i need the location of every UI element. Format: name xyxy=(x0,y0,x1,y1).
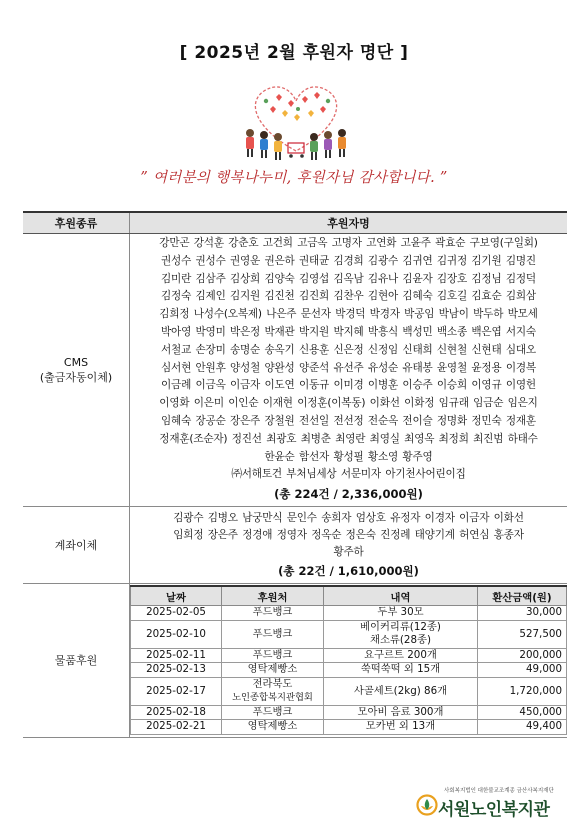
cms-donor-name: 김정덕 xyxy=(505,272,536,285)
cms-name-row xyxy=(130,271,567,289)
cms-donor-name: 김장호 xyxy=(436,272,467,285)
cms-donor-name: 권성수 xyxy=(161,254,192,267)
cms-donor-name: ㈜서해토건 xyxy=(231,468,282,481)
cms-donor-name: 이동규 xyxy=(298,379,330,392)
logo-name: 서원노인복지관 xyxy=(438,800,550,820)
cms-donor-name: 백성민 xyxy=(402,325,433,338)
cms-donor-name: 정민숙 xyxy=(471,414,502,427)
goods-header-donor: 후원처 xyxy=(222,586,324,606)
cms-donor-name: 신정임 xyxy=(367,343,399,356)
goods-item: 모카번 외 13개 xyxy=(324,720,478,735)
cms-donor-name: 유성순 xyxy=(367,361,399,374)
goods-header-date: 날짜 xyxy=(131,586,222,606)
goods-date: 2025-02-18 xyxy=(131,705,222,720)
cms-donor-name: 송명순 xyxy=(229,343,261,356)
goods-item: 쑥떡쑥떡 외 15개 xyxy=(324,663,478,678)
cms-donor-name: 권영운 xyxy=(229,254,261,267)
cms-donor-name: 박지원 xyxy=(298,325,330,338)
goods-donor: 영탁제빵소 xyxy=(222,663,324,678)
account-total: (총 22건 / 1,610,000원) xyxy=(278,564,419,579)
cms-donor-name: 고건희 xyxy=(262,237,293,249)
cms-donor-name: 함선자 xyxy=(298,450,330,463)
cms-donor-name: 김윤자 xyxy=(402,272,433,285)
cms-donor-name: 이금자 xyxy=(229,379,261,392)
goods-row xyxy=(131,648,567,663)
cms-donor-name: 김옥남 xyxy=(333,272,364,285)
cms-donor-name: 김희정 xyxy=(159,308,190,321)
cms-donor-name: 이영화 xyxy=(159,397,190,410)
cms-donor-name: 아기천사어린이집 xyxy=(385,468,466,481)
goods-row xyxy=(131,677,567,705)
goods-donor: 영탁제빵소 xyxy=(222,720,324,735)
cms-name-row xyxy=(130,377,567,395)
goods-date: 2025-02-10 xyxy=(131,620,222,648)
cms-donor-name: 장은주 xyxy=(229,414,261,427)
cms-donor-name: 정진선 xyxy=(231,432,262,445)
cms-donor-name: 이미경 xyxy=(333,379,364,392)
cms-name-row xyxy=(130,306,567,324)
cms-donor-name: 이재현 xyxy=(262,397,293,410)
cms-donor-name: 박흥식 xyxy=(367,325,399,338)
thank-you-message: ” 여러분의 행복나누미, 후원자님 감사합니다. ” xyxy=(140,170,448,186)
cms-donor-list xyxy=(130,234,568,507)
goods-rows xyxy=(131,606,567,735)
cms-donor-name: 이승희 xyxy=(436,379,467,392)
goods-header-item: 내역 xyxy=(324,586,478,606)
cms-donor-name: 부처님세상 xyxy=(286,468,337,481)
goods-date: 2025-02-17 xyxy=(131,677,222,705)
account-donor-name: 정경애 xyxy=(242,529,273,542)
cms-donor-name: 이승주 xyxy=(402,379,433,392)
goods-amount: 49,000 xyxy=(478,663,567,678)
cms-donor-name: 김귀정 xyxy=(436,254,467,267)
cms-donor-name: 이정훈(이복동) xyxy=(297,397,366,410)
cms-donor-name: 윤영철 xyxy=(436,361,467,374)
cms-donor-name: 박재관 xyxy=(264,325,295,338)
cms-donor-name: 김효순 xyxy=(471,290,502,303)
goods-row xyxy=(131,720,567,735)
cms-donor-name: 김현아 xyxy=(367,290,399,303)
cms-donor-name: 박경덕 xyxy=(335,308,366,321)
goods-donor: 푸드뱅크 xyxy=(222,606,324,621)
cms-donor-name: 김희삼 xyxy=(505,290,536,303)
page-title: [ 2025년 2월 후원자 명단 ] xyxy=(179,43,409,63)
account-donor-name: 정옥순 xyxy=(311,529,342,542)
goods-donation-list xyxy=(130,584,568,738)
cms-name-row xyxy=(130,449,567,467)
cms-donor-name: 이화정 xyxy=(404,397,435,410)
cms-donor-name: 김찬우 xyxy=(333,290,364,303)
cms-donor-name: 서지숙 xyxy=(505,325,536,338)
cms-donor-name: 권성수 xyxy=(195,254,226,267)
cms-donor-name: 이영헌 xyxy=(505,379,536,392)
cms-donor-name: 윤정용 xyxy=(471,361,502,374)
cms-donor-name: 최진범 xyxy=(473,432,504,445)
account-donor-name: 장은주 xyxy=(207,529,238,542)
cms-label-line-1: CMS xyxy=(63,355,89,369)
goods-donor: 푸드뱅크 xyxy=(222,705,324,720)
cms-donor-name: 최영실 xyxy=(369,432,400,445)
cms-donor-name: 이은미 xyxy=(193,397,224,410)
cms-donor-name: 이화선 xyxy=(369,397,400,410)
cms-donor-name: 손장미 xyxy=(195,343,226,356)
account-donor-name: 이경자 xyxy=(424,512,455,525)
account-label: 계좌이체 xyxy=(23,507,130,584)
cms-donor-name: 전선정 xyxy=(333,414,364,427)
cms-donor-name: 김미란 xyxy=(161,272,192,285)
cms-name-row xyxy=(130,324,567,342)
goods-item: 사골세트(2kg) 86개 xyxy=(324,677,478,705)
goods-donor: 푸드뱅크 xyxy=(222,620,324,648)
account-donor-name: 허연심 xyxy=(459,529,490,542)
goods-row xyxy=(131,620,567,648)
cms-donor-name: 김경희 xyxy=(333,254,364,267)
cms-donor-name: 심서현 xyxy=(161,361,192,374)
cms-donor-name: 김명진 xyxy=(505,254,536,267)
cms-donor-name: 한윤순 xyxy=(264,450,295,463)
account-donor-name: 황주하 xyxy=(333,546,364,559)
cms-donor-name: 박은정 xyxy=(229,325,261,338)
cms-donor-name: 안원후 xyxy=(195,361,226,374)
account-donor-name: 태양기계 xyxy=(414,529,455,542)
cms-donor-name: 임규래 xyxy=(438,397,469,410)
cms-donor-name: 정재훈 xyxy=(505,414,536,427)
cms-name-row xyxy=(130,466,567,484)
cms-donor-name: 김지원 xyxy=(229,290,261,303)
cms-donor-name: 송옥기 xyxy=(264,343,295,356)
goods-date: 2025-02-05 xyxy=(131,606,222,621)
cms-donor-name: 권은하 xyxy=(264,254,295,267)
cms-donor-name: 고명자 xyxy=(331,237,362,249)
cms-donor-name: 황소영 xyxy=(367,450,399,463)
cms-donor-name: 김양숙 xyxy=(264,272,295,285)
cms-label-line-2: (출금자동이체) xyxy=(39,370,113,384)
cms-donor-name: 고금옥 xyxy=(297,237,328,249)
cms-donor-name: 김제인 xyxy=(195,290,226,303)
account-donor-name: 송희자 xyxy=(321,512,352,525)
cms-donor-name: 양완성 xyxy=(264,361,295,374)
cms-donor-name: 신은정 xyxy=(333,343,364,356)
goods-item: 두부 30모 xyxy=(324,606,478,621)
cms-donor-name: 유선주 xyxy=(333,361,364,374)
goods-row xyxy=(131,606,567,621)
goods-date: 2025-02-11 xyxy=(131,648,222,663)
account-name-row xyxy=(130,527,567,544)
goods-row xyxy=(131,705,567,720)
cms-donor-name: 최병춘 xyxy=(300,432,331,445)
goods-amount: 200,000 xyxy=(478,648,567,663)
cms-name-row xyxy=(130,342,567,360)
cms-donor-name: 백은엽 xyxy=(471,325,502,338)
cms-donor-name: 김기원 xyxy=(471,254,502,267)
cms-donor-name: 양준석 xyxy=(298,361,330,374)
goods-amount: 450,000 xyxy=(478,705,567,720)
cms-donor-name: 박경자 xyxy=(369,308,400,321)
logo-foundation-text: 사회복지법인 대한불교조계종 금산사복지재단 xyxy=(444,788,554,794)
cms-section xyxy=(23,234,567,507)
account-donor-name: 엄상호 xyxy=(355,512,386,525)
cms-donor-name: 유태봉 xyxy=(402,361,433,374)
account-donor-name: 유정자 xyxy=(390,512,421,525)
account-donor-name: 남궁만식 xyxy=(242,512,283,525)
cms-name-row xyxy=(130,253,567,271)
cms-donor-name: 최영옥 xyxy=(404,432,435,445)
goods-table xyxy=(130,585,567,735)
goods-item-line: 베이커리류(12종) xyxy=(360,621,441,634)
cms-donor-name: 이영규 xyxy=(471,379,502,392)
cms-donor-name: 김진희 xyxy=(298,290,330,303)
cms-donor-name: 김진천 xyxy=(264,290,295,303)
cms-donor-name: 이도연 xyxy=(264,379,295,392)
goods-donor-line: 노인종합복지관협회 xyxy=(232,692,313,704)
goods-label: 물품후원 xyxy=(23,584,130,738)
goods-amount: 30,000 xyxy=(478,606,567,621)
cms-donor-name: 문선자 xyxy=(300,308,331,321)
cms-name-row xyxy=(130,413,567,431)
goods-row xyxy=(131,663,567,678)
cms-donor-name: 양성철 xyxy=(229,361,261,374)
cms-donor-name: 이병훈 xyxy=(367,379,399,392)
cms-name-row xyxy=(130,288,567,306)
cms-donor-name: 서철교 xyxy=(161,343,192,356)
cms-donor-name: 최정희 xyxy=(438,432,469,445)
account-donor-name: 정은숙 xyxy=(345,529,376,542)
header-donation-type: 후원종류 xyxy=(23,212,130,234)
cms-donor-name: 황주영 xyxy=(402,450,433,463)
cms-donor-name: 박남이 xyxy=(438,308,469,321)
goods-amount: 49,400 xyxy=(478,720,567,735)
cms-donor-name: 박지혜 xyxy=(333,325,364,338)
goods-donor-line: 전라북도 xyxy=(252,678,293,691)
cms-donor-name: 황성필 xyxy=(333,450,364,463)
account-donor-name: 임희정 xyxy=(173,529,204,542)
cms-donor-name: 김삼주 xyxy=(195,272,226,285)
goods-item: 모아비 음료 300개 xyxy=(324,705,478,720)
cms-donor-name: 정재훈(조순자) xyxy=(159,432,228,445)
cms-donor-name: 서문미자 xyxy=(340,468,381,481)
cms-donor-name: 김영섭 xyxy=(298,272,330,285)
account-donor-name: 정영자 xyxy=(276,529,307,542)
account-name-row xyxy=(130,510,567,527)
cms-donor-name: 전선일 xyxy=(298,414,330,427)
goods-date: 2025-02-21 xyxy=(131,720,222,735)
cms-donor-name: 신용훈 xyxy=(298,343,330,356)
donor-table xyxy=(23,211,567,738)
cms-donor-name: 고연화 xyxy=(366,237,397,249)
cms-donor-name: 이경복 xyxy=(505,361,536,374)
account-donor-name: 이화선 xyxy=(493,512,524,525)
cms-donor-name: 임혜숙 xyxy=(161,414,192,427)
cms-donor-name: 권태균 xyxy=(298,254,330,267)
goods-date: 2025-02-13 xyxy=(131,663,222,678)
header-donor-names: 후원자명 xyxy=(130,212,568,234)
cms-donor-name: 김정숙 xyxy=(161,290,192,303)
goods-amount: 1,720,000 xyxy=(478,677,567,705)
cms-donor-name: 신현태 xyxy=(471,343,502,356)
cms-donor-name: 이금옥 xyxy=(195,379,226,392)
goods-section xyxy=(23,584,567,738)
goods-donor xyxy=(222,677,324,705)
cms-donor-name: 박공임 xyxy=(404,308,435,321)
account-donor-name: 진정례 xyxy=(380,529,411,542)
cms-donor-name: 나성수(오복제) xyxy=(193,308,262,321)
cms-name-row xyxy=(130,431,567,449)
cms-donor-name: 백소종 xyxy=(436,325,467,338)
donors-heart-illustration xyxy=(236,73,356,169)
cms-donor-name: 신현철 xyxy=(436,343,467,356)
cms-donor-name: 김유나 xyxy=(367,272,399,285)
account-section xyxy=(23,507,567,584)
account-name-rows xyxy=(130,510,567,561)
cms-donor-name: 고윤주 xyxy=(400,237,431,249)
lotus-icon xyxy=(416,794,438,816)
goods-item xyxy=(324,620,478,648)
cms-donor-name: 박영미 xyxy=(195,325,226,338)
account-donor-name: 김병오 xyxy=(207,512,238,525)
goods-donor: 푸드뱅크 xyxy=(222,648,324,663)
cms-donor-name: 전순옥 xyxy=(367,414,399,427)
cms-donor-name: 강석훈 xyxy=(193,237,224,249)
cms-donor-name: 장철원 xyxy=(264,414,295,427)
goods-amount: 527,500 xyxy=(478,620,567,648)
cms-donor-name: 심대오 xyxy=(505,343,536,356)
account-donor-name: 김광수 xyxy=(173,512,204,525)
cms-donor-name: 박아영 xyxy=(161,325,192,338)
cms-donor-name: 최광호 xyxy=(266,432,297,445)
cms-name-rows xyxy=(130,235,567,484)
cms-donor-name: 김정님 xyxy=(471,272,502,285)
account-donor-list xyxy=(130,507,568,584)
cms-donor-name: 박두하 xyxy=(473,308,504,321)
cms-donor-name: 김귀연 xyxy=(402,254,433,267)
cms-donor-name: 강만곤 xyxy=(159,237,190,249)
cms-name-row xyxy=(130,395,567,413)
cms-donor-name: 나은주 xyxy=(266,308,297,321)
cms-donor-name: 최영란 xyxy=(335,432,366,445)
cms-donor-name: 이금례 xyxy=(161,379,192,392)
cms-donor-name: 김상희 xyxy=(229,272,261,285)
account-donor-name: 문인수 xyxy=(286,512,317,525)
cms-donor-name: 전이슬 xyxy=(402,414,433,427)
cms-donor-name: 하태수 xyxy=(507,432,538,445)
cms-donor-name: 장공순 xyxy=(195,414,226,427)
cms-donor-name: 강춘호 xyxy=(228,237,259,249)
account-donor-name: 홍종자 xyxy=(493,529,524,542)
cms-donor-name: 김호길 xyxy=(436,290,467,303)
cms-donor-name: 이인순 xyxy=(228,397,259,410)
account-name-row xyxy=(130,544,567,561)
cms-donor-name: 정명화 xyxy=(436,414,467,427)
cms-donor-name: 김혜숙 xyxy=(402,290,433,303)
cms-donor-name: 임금순 xyxy=(473,397,504,410)
organization-logo xyxy=(416,786,566,826)
cms-name-row xyxy=(130,235,567,253)
cms-total: (총 224건 / 2,336,000원) xyxy=(274,487,423,502)
goods-header-amount: 환산금액(원) xyxy=(478,586,567,606)
cms-donor-name: 곽효순 xyxy=(435,237,466,249)
goods-item: 요구르트 200개 xyxy=(324,648,478,663)
cms-label xyxy=(23,234,130,507)
cms-donor-name: 신태희 xyxy=(402,343,433,356)
cms-name-row xyxy=(130,360,567,378)
cms-donor-name: 임은지 xyxy=(507,397,538,410)
account-donor-name: 이금자 xyxy=(459,512,490,525)
goods-item-line: 채소류(28종) xyxy=(370,634,431,647)
cms-donor-name: 구보영(구일회) xyxy=(469,237,538,249)
cms-donor-name: 박모세 xyxy=(507,308,538,321)
cms-donor-name: 김광수 xyxy=(367,254,399,267)
